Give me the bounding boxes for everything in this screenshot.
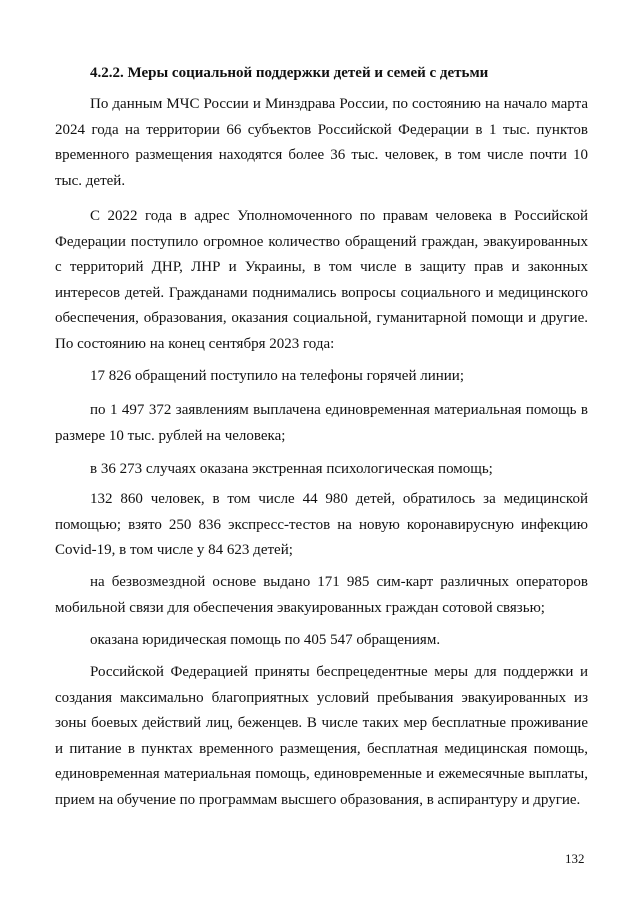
list-item-medical-aid: 132 860 человек, в том числе 44 980 детей, обратилось за медицинской помощью; взято 250 836 экспресс-тестов на новую коронавирусную инфекцию Covid-19, в том числе у 84 623 детей; [55, 491, 588, 559]
page-number: 132 [565, 851, 585, 866]
list-item-hotline: 17 826 обращений поступило на телефоны горячей линии; [90, 368, 465, 384]
list-item-legal-aid: оказана юридическая помощь по 405 547 обращениям. [90, 632, 441, 648]
section-heading: 4.2.2. Меры социальной поддержки детей и семей с детьми [90, 65, 489, 81]
paragraph-statistics-intro: По данным МЧС России и Минздрава России, по состоянию на начало марта 2024 года на территории 66 субъектов Российской Федерации в 1 тыс. пунктов временного размещения находятся более 36 тыс. человек, в том числе почти 10 тыс. детей. [55, 96, 588, 189]
list-item-psychological-aid: в 36 273 случаях оказана экстренная психологическая помощь; [90, 461, 493, 477]
paragraph-appeals-overview: С 2022 года в адрес Уполномоченного по правам человека в Российской Федерации поступило огромное количество обращений граждан, эвакуированных с территорий ДНР, ЛНР и Украины, в том числе в защиту прав и законных интересов детей. Гражданами поднимались вопросы социального и медицинского обеспечения, образования, оказания социальной, гуманитарной помощи и другие. По состоянию на конец сентября 2023 года: [55, 208, 588, 352]
list-item-sim-cards: на безвозмездной основе выдано 171 985 сим-карт различных операторов мобильной связи для обеспечения эвакуированных граждан сотовой связью; [55, 574, 588, 616]
paragraph-support-measures: Российской Федерацией приняты беспрецедентные меры для поддержки и создания максимально благоприятных условий пребывания эвакуированных из зоны боевых действий лиц, беженцев. В числе таких мер бесплатные проживание и питание в пунктах временного размещения, бесплатная медицинская помощь, единовременная материальная помощь, единовременные и ежемесячные выплаты, прием на обучение по программам высшего образования, в аспирантуру и другие. [55, 664, 588, 808]
list-item-financial-aid: по 1 497 372 заявлениям выплачена единовременная материальная помощь в размере 10 тыс. рублей на человека; [55, 402, 588, 444]
